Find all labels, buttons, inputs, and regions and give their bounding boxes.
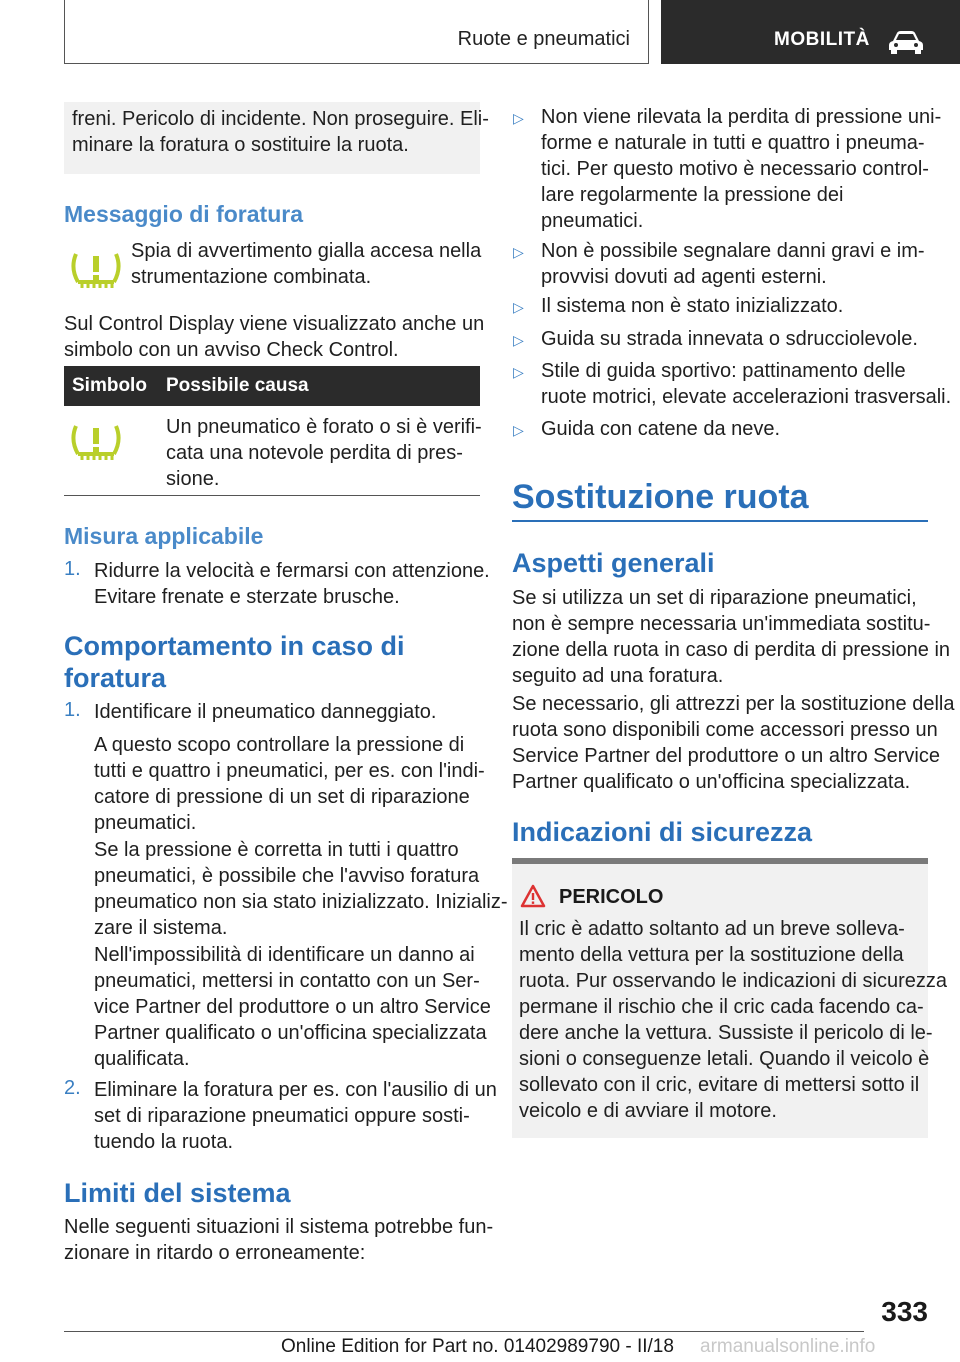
general-paragraph-1: Se si utilizza un set di riparazione pneumatici, non è sempre necessaria un'immediata sostitu- zione della ruota in caso di perdita di pressione in seguito ad una foratura. [512,587,951,687]
limit-item: Il sistema non è stato inizializzato. [541,295,844,317]
measure-step-text: Ridurre la velocità e fermarsi con attenzione. Evitare frenate e sterzate brusche. [94,560,490,608]
general-paragraph-2: Se necessario, gli attrezzi per la sostituzione della ruota sono disponibili come accessori presso un Service Partner del produttore o un altro Service Partner qualificato o un'officina specializzata. [512,693,955,793]
danger-title: PERICOLO [559,886,664,908]
danger-triangle-icon [520,884,546,908]
bullet-icon: ▷ [513,422,524,438]
chapter-title: MOBILITÀ [774,29,870,50]
behaviour-heading: Comportamento in caso di foratura [64,631,405,693]
table-header [64,366,480,406]
behaviour-step-1-detail-c: Nell'impossibilità di identificare un danno ai pneumatici, mettersi in contatto con un Ser- vice Partner del produttore o un altro Service Partner qualificato o un'officina specializzata qualificata. [94,944,491,1070]
table-header-cause: Possibile causa [166,375,309,396]
limit-item: Stile di guida sportivo: pattinamento delle ruote motrici, elevate accelerazioni trasversali. [541,360,952,408]
step-number: 1. [64,558,81,580]
bullet-icon: ▷ [513,244,524,260]
behaviour-step-1: Identificare il pneumatico danneggiato. [94,701,437,723]
msg-paragraph: Sul Control Display viene visualizzato anche un simbolo con un avviso Check Control. [64,313,485,361]
table-bottom-rule [64,495,480,496]
table-header-symbol: Simbolo [72,375,147,396]
limit-item: Guida su strada innevata o sdrucciolevole. [541,328,918,350]
behaviour-step-1-detail-b: Se la pressione è corretta in tutti i quattro pneumatici, è possibile che l'avviso foratura pneumatico non sia stato inizializzato. Inizializ- zare il sistema. [94,839,508,939]
general-heading: Aspetti generali [512,548,715,578]
limit-item: Non viene rilevata la perdita di pressione uni- forme e naturale in tutti e quattro i pneuma- tici. Per questo motivo è necessario control- lare regolarmente la pressione dei pneumatici. [541,106,942,232]
limit-item: Non è possibile segnalare danni gravi e im- provvisi dovuti ad agenti esterni. [541,240,925,288]
page-number: 333 [881,1296,928,1327]
limits-heading: Limiti del sistema [64,1178,291,1208]
safety-heading: Indicazioni di sicurezza [512,817,813,847]
table-row-cause: Un pneumatico è forato o si è verifi- cata una notevole perdita di pres- sione. [166,416,482,490]
section-title: Ruote e pneumatici [457,28,630,50]
behaviour-step-2: Eliminare la foratura per es. con l'ausilio di un set di riparazione pneumatici oppure sosti- tuendo la ruota. [94,1079,497,1153]
measure-heading: Misura applicabile [64,523,264,549]
warning-continuation-text: freni. Pericolo di incidente. Non proseguire. Eli- minare la foratura o sostituire la ruota. [72,108,489,156]
edition-text: Online Edition for Part no. 01402989790 - II/18 [281,1336,674,1357]
bullet-icon: ▷ [513,110,524,126]
limit-item: Guida con catene da neve. [541,418,781,440]
tire-pressure-warning-icon [68,248,124,296]
limits-paragraph: Nelle seguenti situazioni il sistema potrebbe fun- zionare in ritardo o erroneamente: [64,1216,494,1264]
tire-pressure-warning-icon [68,420,124,468]
chapter-heading: Sostituzione ruota [512,478,809,516]
behaviour-step-1-detail-a: A questo scopo controllare la pressione di tutti e quattro i pneumatici, per es. con l'indi- catore di pressione di un set di riparazione pneumatici. [94,734,485,834]
step-number: 2. [64,1077,81,1099]
car-icon [888,30,924,54]
footer-rule [64,1331,864,1332]
msg-icon-description: Spia di avvertimento gialla accesa nella strumentazione combinata. [131,240,482,288]
step-number: 1. [64,699,81,721]
danger-text: Il cric è adatto soltanto ad un breve solleva- mento della vettura per la sostituzione della ruota. Pur osservando le indicazioni di sicurezza permane il rischio che il cric cada facendo ca- dere anche la vettura. Sussiste il pericolo di le- sioni o conseguenze letali. Quando il veicolo è sollevato con il cric, evitare di mettersi sotto il veicolo e di avviare il motore. [519,918,947,1122]
bullet-icon: ▷ [513,299,524,315]
watermark: armanualsonline.info [700,1336,876,1357]
chapter-heading-rule [512,520,928,522]
bullet-icon: ▷ [513,364,524,380]
bullet-icon: ▷ [513,332,524,348]
msg-heading: Messaggio di foratura [64,201,303,227]
